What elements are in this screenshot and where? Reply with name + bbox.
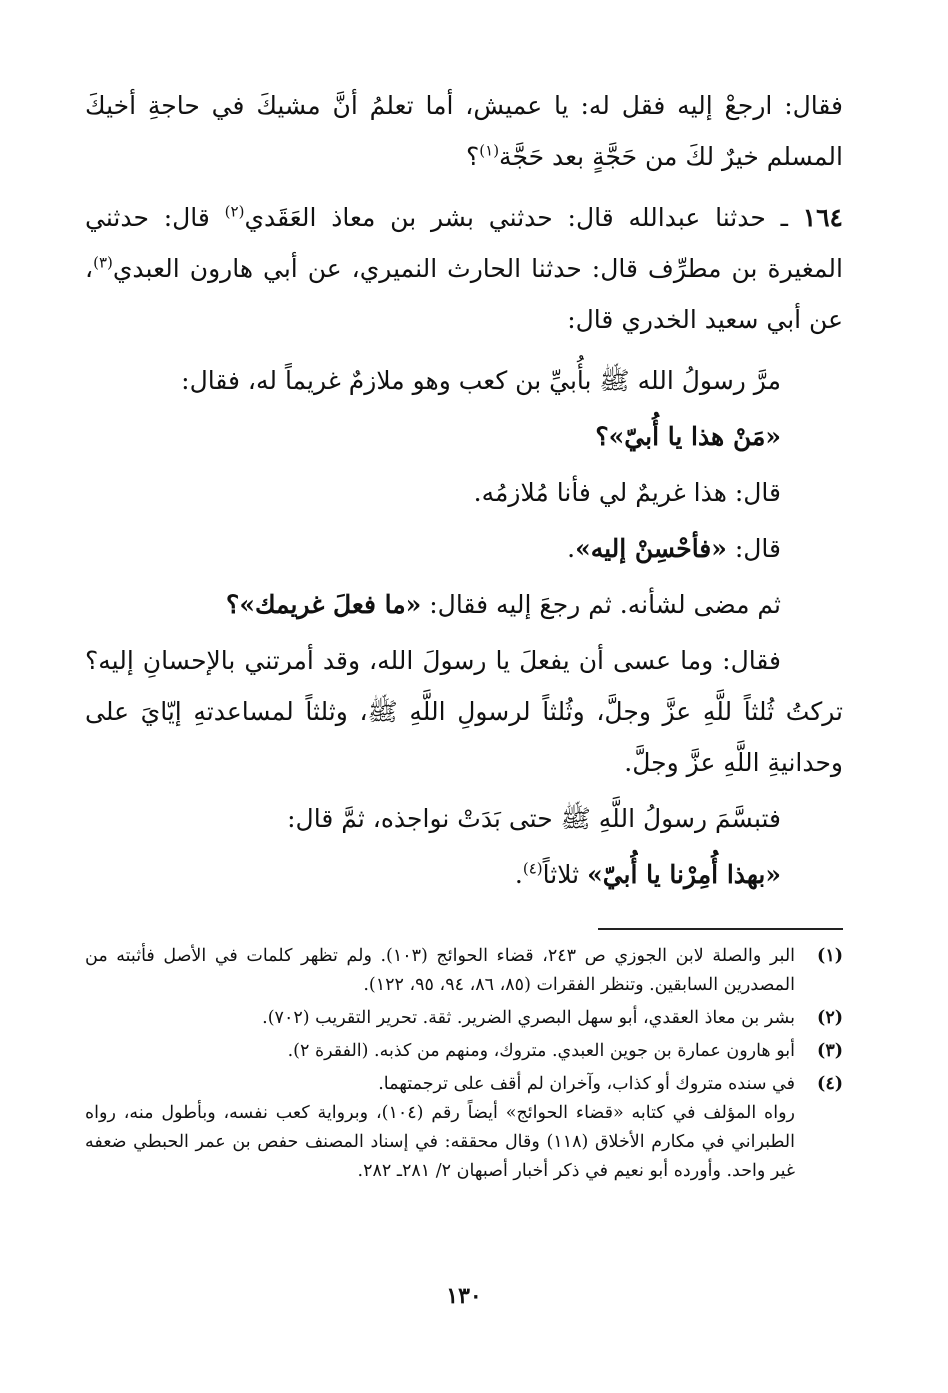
footnote-text: في سنده متروك أو كذاب، وآخران لم أقف على ترجمتهما.: [378, 1074, 795, 1094]
prophet-speech-1: [85, 411, 843, 462]
narrative-line-3: [85, 467, 843, 518]
footnote-ref-2[interactable]: (٢): [224, 202, 245, 221]
footnote-ref-3[interactable]: (٣): [93, 253, 113, 272]
footnote-number: (٤): [817, 1074, 843, 1094]
footnote-2: [85, 1004, 843, 1033]
footnote-number: (٣): [817, 1041, 843, 1061]
footnote-3: [85, 1037, 843, 1066]
footnote-1: [85, 942, 843, 1000]
footnotes: [85, 942, 843, 1186]
narrative-line-4: [85, 523, 843, 574]
paragraph-continuation: [85, 80, 843, 182]
footnote-text: أبو هارون عمارة بن جوين العبدي. متروك، ومنهم من كذبه. (الفقرة ٢).: [287, 1041, 795, 1061]
page-number: ١٣٠: [446, 1283, 482, 1309]
footnote-4: [85, 1070, 843, 1099]
period: .: [514, 860, 523, 889]
entry-164: [85, 192, 843, 345]
book-page: [85, 80, 843, 1393]
footnote-ref-1[interactable]: (١): [479, 141, 500, 160]
period: .: [567, 534, 576, 563]
prophet-speech-2: «فأحْسِنْ إليه»: [575, 534, 727, 563]
footnote-text: بشر بن معاذ العقدي، أبو سهل البصري الضرير. ثقة. تحرير التقريب (٧٠٢).: [262, 1008, 795, 1028]
isnad-part-1: ـ حدثنا عبدالله قال: حدثني بشر بن معاذ العَقَدي: [244, 203, 803, 232]
isnad-part-2: قال: حدثني المغيرة بن مطرِّف قال: حدثنا الحارث النميري، عن أبي هارون العبدي: [85, 203, 843, 283]
narrative-line-7: [85, 849, 843, 900]
main-text: [85, 80, 843, 900]
prophet-speech-3: «ما فعلَ غريمك»؟: [226, 590, 422, 619]
narrative-text: قال:: [726, 534, 781, 563]
narrative-line-6: [85, 793, 843, 844]
narrative-text: ثلاثاً: [542, 860, 588, 889]
narrative-line-5: [85, 579, 843, 630]
question-mark: ؟: [465, 142, 480, 171]
paragraph-text: فقال: ارجعْ إليه فقل له: يا عميش، أما تعلمُ أنَّ مشيكَ في حاجةِ أخيكَ المسلم خيرٌ لكَ من حَجَّةٍ بعد حَجَّة: [85, 91, 843, 171]
footnote-4-continuation: رواه المؤلف في كتابه «قضاء الحوائج» أيضاً رقم (١٠٤)، وبرواية كعب نفسه، وبأطول منه، رواه الطبراني في مكارم الأخلاق (١١٨) وقال محققه: في إسناد المصنف حفص بن عمر الحبطي ضعفه غير واحد. وأورده أبو نعيم في ذكر أخبار أصبهان ٢/ ٢٨١ـ ٢٨٢.: [85, 1103, 795, 1181]
narrative-line-1: [85, 355, 843, 406]
footnote-text: البر والصلة لابن الجوزي ص ٢٤٣، قضاء الحوائج (١٠٣). ولم تظهر كلمات في الأصل فأثبته من المصدرين السابقين. وتنظر الفقرات (٨٥، ٨٦، ٩٤، ٩٥، ١٢٢).: [85, 946, 796, 995]
narrative-text: فتبسَّمَ رسولُ اللَّهِ ﷺ حتى بَدَتْ نواجذه، ثمَّ قال:: [287, 804, 781, 833]
narrative-text: قال: هذا غريمٌ لي فأنا مُلازمُه.: [473, 478, 781, 507]
prophet-speech-4: «بهذا أُمِرْنا يا أُبيّ»: [587, 860, 781, 889]
entry-number: ١٦٤: [802, 203, 843, 232]
speech-text: «مَنْ هذا يا أُبيّ»؟: [595, 422, 781, 451]
footnote-ref-4[interactable]: (٤): [522, 859, 543, 878]
footnote-number: (٢): [817, 1008, 843, 1028]
footnote-number: (١): [817, 946, 843, 966]
narrative-text: ثم مضى لشأنه. ثم رجعَ إليه فقال:: [421, 590, 781, 619]
footnote-separator: [598, 928, 843, 930]
narrative-text: فقال: وما عسى أن يفعلَ يا رسولَ الله، وقد أمرتني بالإحسانِ إليه؟ تركتُ ثُلثاً للَّهِ عزَّ وجلَّ، وثُلثاً لرسولِ اللَّهِ ﷺ، وثلثاً لمساعدتهِ إيّايَ على وحدانيةِ اللَّهِ عزَّ وجلَّ.: [85, 646, 843, 777]
isnad-part-3: ، عن أبي سعيد الخدري قال:: [85, 254, 843, 334]
narrative-text: مرَّ رسولُ الله ﷺ بأُبيِّ بن كعب وهو ملازمٌ غريماً له، فقال:: [181, 366, 781, 395]
narrative-paragraph-2: [85, 635, 843, 788]
